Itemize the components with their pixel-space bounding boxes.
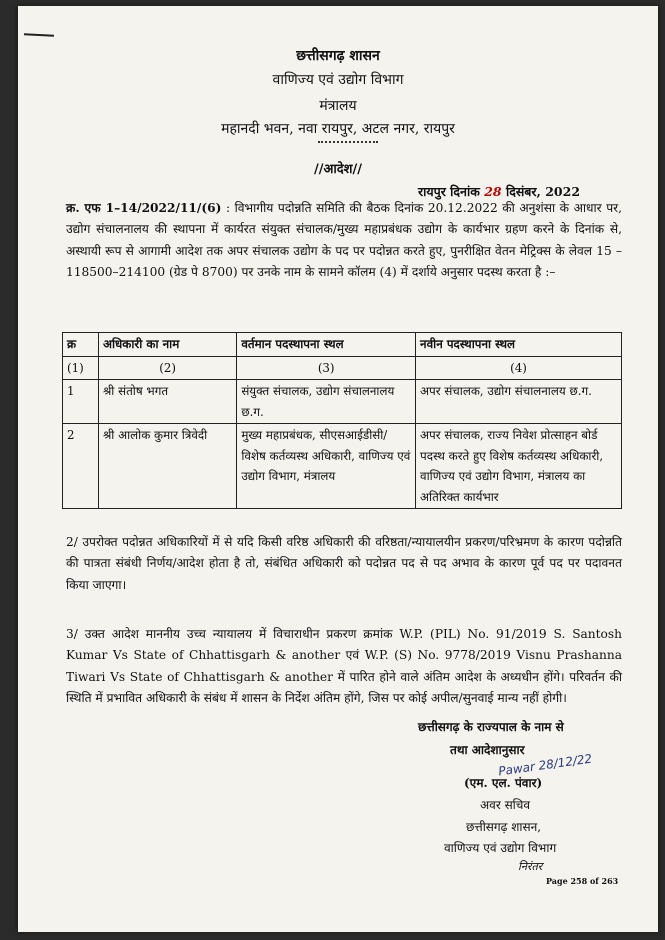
signatory-government: छत्तीसगढ़ शासन, bbox=[466, 820, 542, 834]
col-header-current: वर्तमान पदस्थापना स्थल bbox=[237, 333, 416, 357]
date-prefix: रायपुर दिनांक bbox=[418, 184, 480, 199]
row-sn: 2 bbox=[63, 424, 99, 509]
posting-table bbox=[62, 332, 622, 509]
colnum-4: (4) bbox=[416, 356, 622, 380]
row-sn: 1 bbox=[63, 380, 99, 424]
colnum-2: (2) bbox=[98, 356, 236, 380]
table-colnum-row bbox=[63, 356, 622, 380]
row-current-post: मुख्य महाप्रबंधक, सीएसआईडीसी/विशेष कर्तव्यस्थ अधिकारी, वाणिज्य एवं उद्योग विभाग, मंत्रालय bbox=[237, 424, 416, 509]
table-header-row bbox=[63, 333, 622, 357]
paragraph-3: 3/ उक्त आदेश माननीय उच्च न्यायालय में विचाराधीन प्रकरण क्रमांक W.P. (PIL) No. 91/2019 S. Santosh Kumar Vs State of Chhattisgarh & another एवं W.P. (S) No. 9778/2019 Visnu Prashanna Tiwari Vs State of Chhattisgarh & another में पारित होने वाले अंतिम आदेश के अध्यधीन होंगे। परिवर्तन की स्थिति में प्रभावित अधिकारी के संबंध में शासन के निर्देश अंतिम होंगे, जिस पर कोई अपील/सुनवाई मान्य नहीं होगी। bbox=[66, 627, 622, 705]
document-page bbox=[18, 6, 658, 932]
date-day: 28 bbox=[484, 184, 502, 199]
paragraph-1 bbox=[66, 198, 622, 283]
colnum-1: (1) bbox=[63, 356, 99, 380]
paragraph-2: 2/ उपरोक्त पदोन्नत अधिकारियों में से यदि किसी वरिष्ठ अधिकारी की वरिष्ठता/न्यायालयीन प्रकरण/परिभ्रमण के कारण पदोन्नति की पात्रता संबंधी निर्णय/आदेश होता है तो, संबंधित अधिकारी को पदोन्नत पद से पद अभाव के कारण पूर्व पद पर पदावनत किया जाएगा। bbox=[66, 535, 622, 592]
signatory-designation: अवर सचिव bbox=[480, 798, 531, 812]
signature-authority: छत्तीसगढ़ के राज्यपाल के नाम से bbox=[418, 720, 564, 734]
row-current-post: संयुक्त संचालक, उद्योग संचालनालय छ.ग. bbox=[237, 380, 416, 424]
row-name: श्री संतोष भगत bbox=[98, 380, 236, 424]
row-new-post: अपर संचालक, राज्य निवेश प्रोत्साहन बोर्ड पदस्थ करते हुए विशेष कर्तव्यस्थ अधिकारी, वाणिज्य एवं उद्योग विभाग, मंत्रालय का अतिरिक्त कार्यभार bbox=[416, 424, 622, 509]
table-row bbox=[63, 380, 622, 424]
signatory-department: वाणिज्य एवं उद्योग विभाग bbox=[444, 841, 557, 855]
handwritten-signature: Pawar 28/12/22 bbox=[497, 751, 593, 779]
header-address: महानदी भवन, नवा रायपुर, अटल नगर, रायपुर bbox=[221, 121, 455, 137]
row-name: श्री आलोक कुमार त्रिवेदी bbox=[98, 424, 236, 509]
signatory-name: (एम. एल. पंवार) bbox=[464, 776, 543, 790]
header-government: छत्तीसगढ़ शासन bbox=[296, 48, 380, 64]
date-suffix: दिसंबर, 2022 bbox=[505, 184, 581, 199]
col-header-new: नवीन पदस्थापना स्थल bbox=[416, 333, 622, 357]
continued-note: निरंतर bbox=[518, 860, 543, 873]
paragraph-1-text: : विभागीय पदोन्नति समिति की बैठक दिनांक 20.12.2022 की अनुशंसा के आधार पर, उद्योग संचालनालय की स्थापना में कार्यरत संयुक्त संचालक/मुख्य महाप्रबंधक उद्योग के कार्यभार ग्रहण करने के दिनांक से, अस्थायी रूप से आगामी आदेश तक अपर संचालक उद्योग के पद पर पदोन्नत करते हुए, पुनरीक्षित वेतन मेट्रिक्स के लेवल 15 – 118500–214100 (ग्रेड पे 8700) पर उनके नाम के सामने कॉलम (4) में दर्शाये अनुसार पदस्थ करता है :– bbox=[66, 201, 623, 279]
header-department: वाणिज्य एवं उद्योग विभाग bbox=[272, 72, 404, 88]
row-new-post: अपर संचालक, उद्योग संचालनालय छ.ग. bbox=[416, 380, 622, 424]
table-row bbox=[63, 424, 622, 509]
pen-mark bbox=[24, 33, 54, 37]
order-title: //आदेश// bbox=[313, 162, 363, 177]
colnum-3: (3) bbox=[237, 356, 416, 380]
page-number: Page 258 of 263 bbox=[546, 876, 619, 886]
col-header-name: अधिकारी का नाम bbox=[98, 333, 236, 357]
signature-order: तथा आदेशानुसार bbox=[450, 743, 525, 757]
reference-number: क्र. एफ 1–14/2022/11/(6) bbox=[66, 201, 222, 215]
col-header-sn: क्र bbox=[63, 333, 99, 357]
header-divider bbox=[318, 141, 378, 143]
header-ministry: मंत्रालय bbox=[319, 98, 357, 114]
